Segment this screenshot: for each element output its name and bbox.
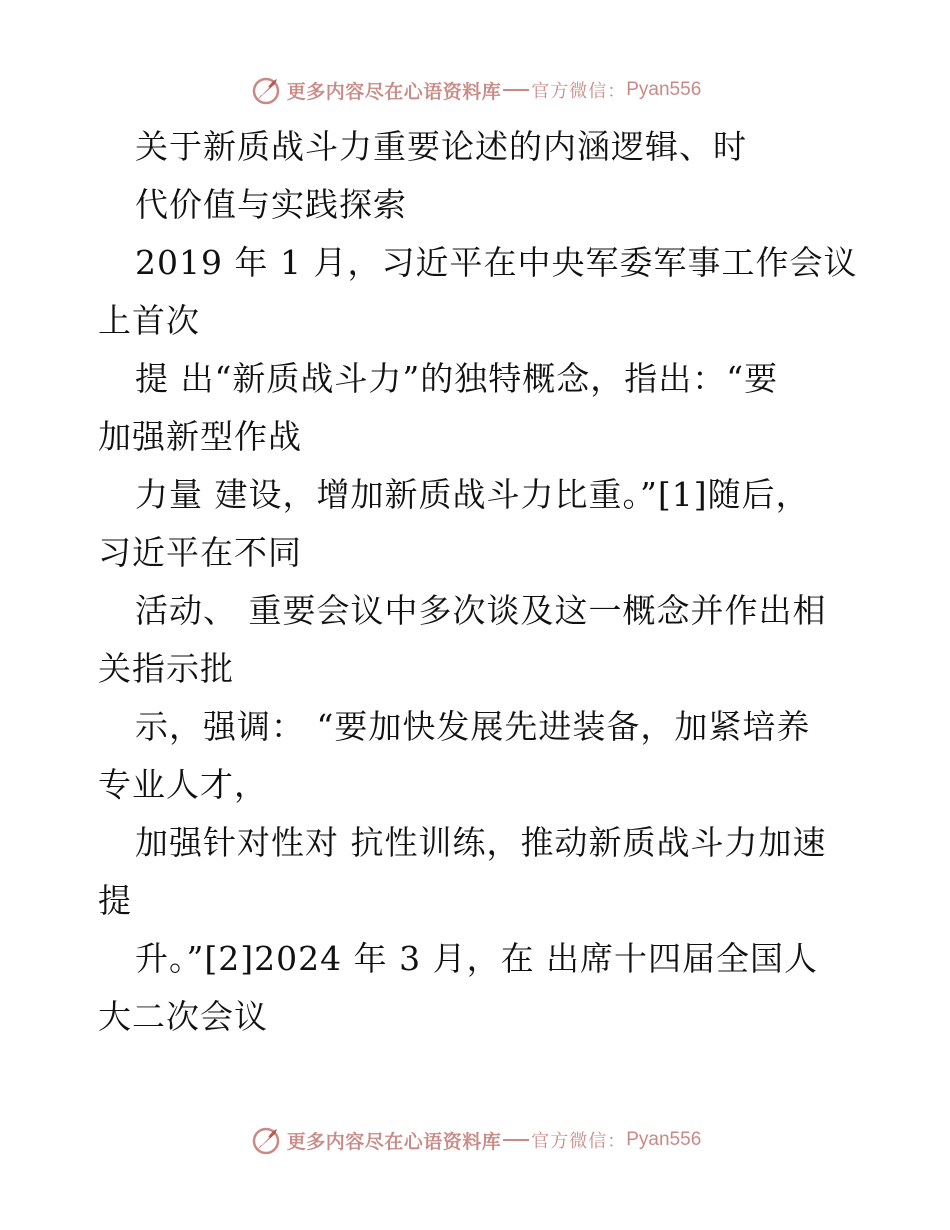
watermark-wechat-id: Pyan556 xyxy=(626,1129,702,1150)
footer-watermark xyxy=(0,1120,950,1160)
watermark-main-text: 更多内容尽在心语资料库 xyxy=(286,1130,502,1153)
text-line: 关于新质战斗力重要论述的内涵逻辑、时 xyxy=(135,127,747,166)
watermark-main-text: 更多内容尽在心语资料库 xyxy=(286,80,502,103)
text-line: 活动、 重要会议中多次谈及这一概念并作出相 xyxy=(135,591,827,630)
watermark-dash xyxy=(503,89,529,91)
text-line: 加强针对性对 抗性训练，推动新质战斗力加速 xyxy=(135,823,827,862)
watermark-sub-text: 官方微信： xyxy=(531,81,627,102)
text-line: 代价值与实践探索 xyxy=(135,185,407,224)
quill-pen-logo-icon xyxy=(249,1123,283,1157)
text-line: 提 出“新质战斗力”的独特概念，指出：“要 xyxy=(135,359,779,398)
text-line: 升。”[2]2024 年 3 月，在 出席十四届全国人 xyxy=(135,939,819,978)
text-line: 关指示批 xyxy=(98,649,234,688)
text-line: 2019 年 1 月，习近平在中央军委军事工作会议 xyxy=(135,243,858,282)
text-line: 专业人才， xyxy=(98,765,268,804)
watermark-sub-text: 官方微信： xyxy=(531,1131,627,1152)
watermark-dash xyxy=(503,1139,529,1141)
text-line: 习近平在不同 xyxy=(98,533,302,572)
text-line: 提 xyxy=(98,881,132,920)
quill-pen-logo-icon xyxy=(249,73,283,107)
header-watermark xyxy=(0,70,950,110)
text-line: 示，强调： “要加快发展先进装备，加紧培养 xyxy=(135,707,811,746)
watermark-wechat-id: Pyan556 xyxy=(626,79,702,100)
text-line: 力量 建设，增加新质战斗力比重。”[1]随后， xyxy=(135,475,810,514)
text-line: 加强新型作战 xyxy=(98,417,302,456)
text-line: 上首次 xyxy=(98,301,200,340)
text-line: 大二次会议 xyxy=(98,997,268,1036)
